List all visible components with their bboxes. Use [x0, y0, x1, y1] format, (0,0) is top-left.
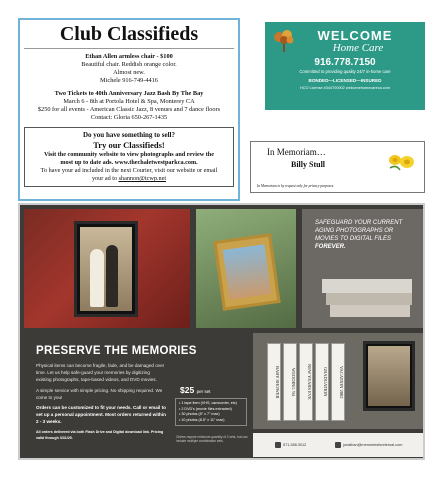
welcome-bonded: BONDED—LICENSED—INSURED: [308, 78, 382, 83]
callout-website: most up to date ads. www.thechaletwestparkca.com.: [60, 159, 198, 167]
callout-headline: Try our Classifieds!: [93, 140, 165, 151]
contact-phone[interactable]: 571.288.3012: [283, 443, 307, 447]
order-note: Orders require minimum quantity of 2 sets, but can include multiple combination sets.: [176, 435, 248, 444]
in-memoriam-box: [250, 141, 425, 193]
body-paragraph: A simple service with simple pricing. No shipping required. We come to you!: [36, 387, 163, 400]
preserve-memories-ad: [18, 203, 425, 460]
welcome-license: HCO License #344700002 welcomehomecareca.com: [300, 86, 390, 90]
tree-logo-icon: [271, 28, 297, 54]
callout-text: To have your ad included in the next Courier, visit our website or email: [40, 167, 218, 175]
body-paragraph: All orders delivered via both Flash Drive and Digital download link. Pricing valid through 3/31/25.: [36, 430, 164, 440]
ad-text: $250 for all events - American Classic Jazz, 8 venues and 7 dance floors: [37, 106, 221, 114]
welcome-title: WELCOME: [317, 28, 393, 43]
tape-spine: VACATION 2002: [331, 343, 345, 421]
list-item: • 10 photos (8.5" x 11" max): [179, 417, 225, 422]
price-unit: per set: [196, 389, 211, 394]
memoriam-footer: In Memoriam is by request only for privacy purposes.: [257, 184, 335, 188]
ad-contact: Contact: Gloria 650-267-1435: [90, 114, 168, 122]
tape-spine: BABY SHOWER: [267, 343, 281, 421]
body-paragraph: Physical items can become fragile, fade, and be damaged over time. Let us help safe-guard your memories by digitizing existing photographs, tape-based videos, and DVD movies.: [36, 363, 165, 382]
ad-title: Two Tickets to 40th Anniversary Jazz Bash By The Bay: [54, 90, 204, 98]
wedding-photo-frame-image: [24, 209, 190, 328]
ad-text: Almost new.: [113, 69, 145, 77]
callout-question: Do you have something to sell?: [83, 131, 175, 140]
welcome-tagline: Committed to providing quality 24/7 in-home care: [299, 69, 391, 74]
list-item: • 2 DVD's (movie files extracted): [179, 406, 232, 411]
classified-ad-jazz: [24, 90, 234, 122]
ad-title: Ethan Allen armless chair - $100: [85, 53, 173, 60]
club-classifieds-box: [18, 18, 240, 201]
welcome-home-care-ad: [265, 22, 425, 110]
welcome-phone: 916.778.7150: [314, 57, 376, 68]
ad-text: Beautiful chair. Reddish orange color.: [81, 61, 177, 69]
safeguard-text: SAFEGUARD YOUR CURRENT AGING PHOTOGRAPHS OR MOVIES TO DIGITAL FILES: [315, 220, 403, 243]
tapes-and-portrait-image: [253, 333, 423, 429]
contact-email[interactable]: jonathan@memoriesforeternal.com: [343, 443, 403, 447]
phone-icon: [275, 442, 281, 448]
callout-text: Visit the community website to view photographs and review the: [44, 151, 214, 159]
callout-email-link[interactable]: shannon@tcwp.net: [118, 175, 167, 183]
memoriam-name: Billy Stull: [291, 160, 326, 169]
preserve-headline: PRESERVE THE MEMORIES: [36, 345, 197, 357]
tape-spine: GRADUATION: [315, 343, 329, 421]
tape-spine: NEW YEARS EVE: [299, 343, 313, 421]
email-icon: [335, 442, 341, 448]
set-items-list: [175, 398, 247, 426]
list-item: • 1 tape item (VHS, camcorder, etc): [179, 401, 237, 405]
preserve-body: [36, 363, 166, 441]
tape-spine: WEDDING '94: [283, 343, 297, 421]
body-paragraph: Orders can be customized to fit your needs. Call or email to set up a personal appointment. Most orders returned within 2 - 3 weeks.: [36, 405, 166, 425]
safeguard-emphasis: FOREVER.: [315, 244, 346, 251]
yellow-roses-icon: [386, 150, 416, 174]
memoriam-heading: In Memoriam…: [267, 147, 326, 157]
cowboy-photo-frame-image: [196, 209, 296, 328]
classifieds-title: Club Classifieds: [24, 23, 234, 49]
contact-bar: [253, 433, 423, 457]
classifieds-callout: [24, 127, 234, 187]
price-label: [180, 385, 250, 395]
safeguard-tagline: [315, 219, 415, 251]
list-item: • 30 photos (5" x 7" max): [179, 412, 220, 417]
price-amount: $25: [180, 385, 195, 395]
callout-text: your ad to: [91, 175, 119, 183]
classified-ad-chair: [24, 53, 234, 85]
welcome-subtitle: Home Care: [332, 42, 384, 54]
ad-text: March 6 - 8th at Portola Hotel & Spa, Monterey CA: [63, 98, 195, 106]
ad-contact: Michele 916-749-4416: [100, 77, 158, 85]
